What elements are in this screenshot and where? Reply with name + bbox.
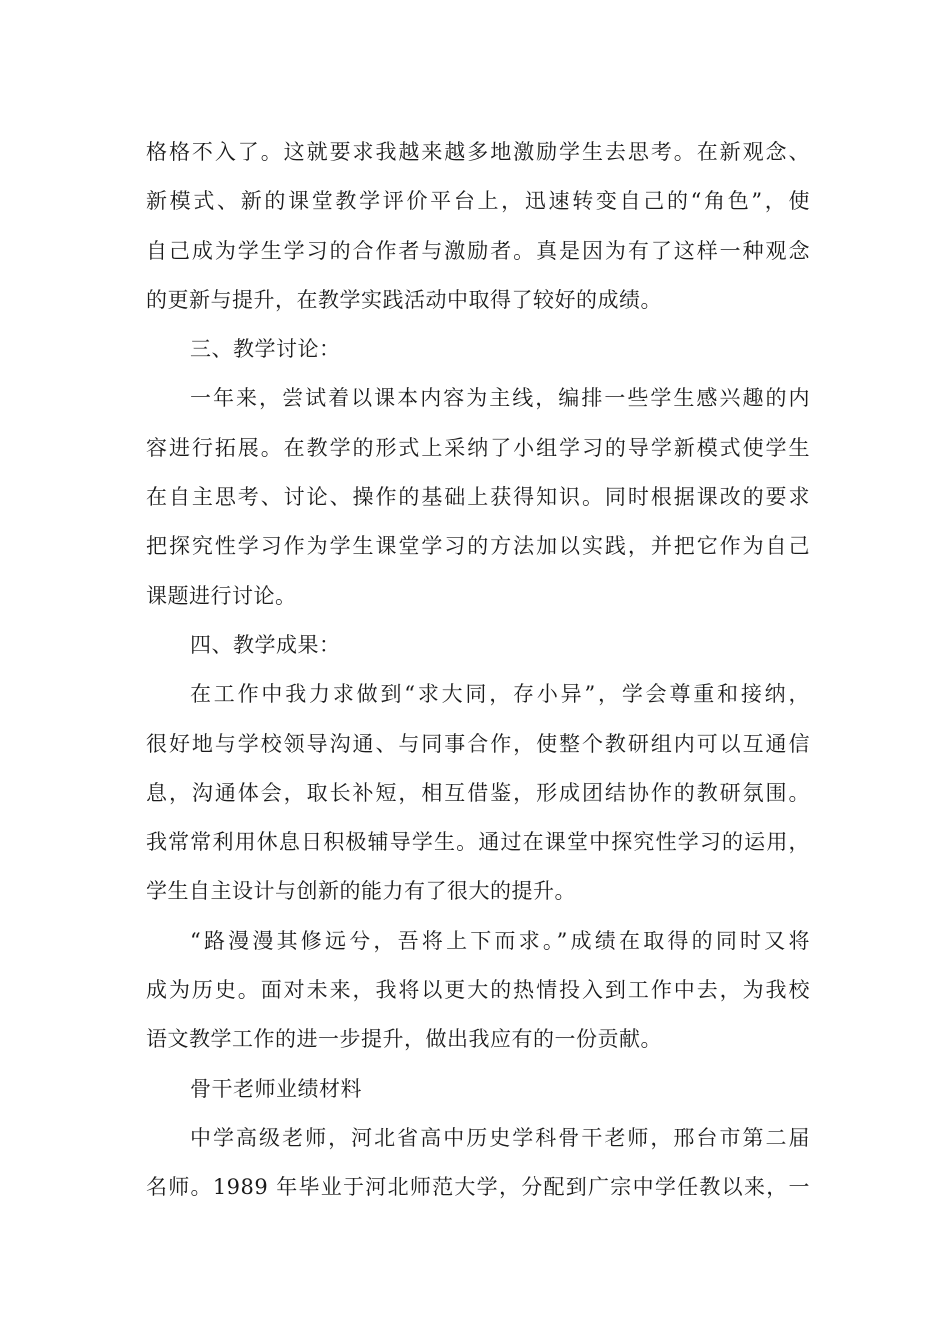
text-line: 在自主思考、讨论、操作的基础上获得知识。同时根据课改的要求: [146, 485, 810, 510]
text-line: 息，沟通体会，取长补短，相互借鉴，形成团结协作的教研氛围。: [146, 780, 810, 805]
text-line: 格格不入了。这就要求我越来越多地激励学生去思考。在新观念、: [146, 140, 810, 164]
text-line: 很好地与学校领导沟通、与同事合作，使整个教研组内可以互通信: [146, 731, 810, 756]
text-line: 在工作中我力求做到“求大同，存小异”，学会尊重和接纳，: [190, 682, 810, 707]
text-line: 新模式、新的课堂教学评价平台上，迅速转变自己的“角色”，使: [146, 189, 810, 214]
section-heading: 骨干老师业绩材料: [190, 1076, 362, 1101]
document-body: [146, 128, 810, 1213]
text-line: 我常常利用休息日积极辅导学生。通过在课堂中探究性学习的运用，: [146, 830, 810, 855]
section-heading: 三、教学讨论：: [190, 337, 341, 362]
text-line: 语文教学工作的进一步提升，做出我应有的一份贡献。: [146, 1027, 662, 1052]
text-line: 的更新与提升，在教学实践活动中取得了较好的成绩。: [146, 287, 662, 312]
text-line: 学生自主设计与创新的能力有了很大的提升。: [146, 879, 576, 904]
text-line: 成为历史。面对未来，我将以更大的热情投入到工作中去，为我校: [146, 978, 810, 1003]
text-line: 课题进行讨论。: [146, 583, 297, 608]
text-line: 把探究性学习作为学生课堂学习的方法加以实践，并把它作为自己: [146, 534, 810, 559]
text-line: 一年来，尝试着以课本内容为主线，编排一些学生感兴趣的内: [190, 386, 810, 411]
text-line: 名师。1989 年毕业于河北师范大学，分配到广宗中学任教以来，一: [146, 1175, 810, 1200]
text-line: 自己成为学生学习的合作者与激励者。真是因为有了这样一种观念: [146, 238, 810, 263]
text-line: 容进行拓展。在教学的形式上采纳了小组学习的导学新模式使学生: [146, 435, 810, 460]
text-line: “路漫漫其修远兮，吾将上下而求。”成绩在取得的同时又将: [190, 928, 810, 953]
text-line: 中学高级老师，河北省高中历史学科骨干老师，邢台市第二届: [190, 1125, 810, 1150]
section-heading: 四、教学成果：: [190, 632, 341, 657]
